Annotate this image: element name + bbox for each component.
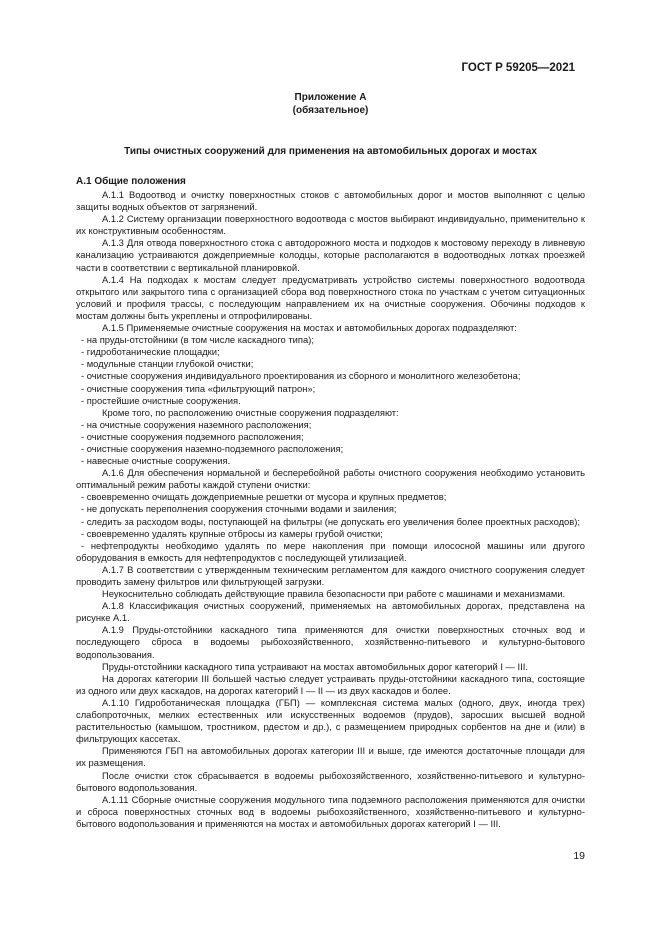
paragraph: А.1.4 На подходах к мостам следует предусматривать устройство системы поверхностного водоотвода открытого или закрытого типа с организацией сбора вод поверхностного стока по участкам с учетом ситуационных условий и профиля трассы, с последующим направлением их на очистные сооружения. Обочины подходов к мостам должны быть укреплены и отпрофилированы.: [76, 273, 585, 321]
list-item: - нефтепродукты необходимо удалять по мере накопления при помощи илососной машины или другого оборудования в емкость для нефтепродуктов с последующей утилизацией.: [76, 539, 585, 563]
paragraph: Применяются ГБП на автомобильных дорогах категории III и выше, где имеются достаточные площади для их размещения.: [76, 745, 585, 769]
section-title: Типы очистных сооружений для применения на автомобильных дорогах и мостах: [124, 146, 537, 157]
list-item: - на пруды-отстойники (в том числе каскадного типа);: [81, 334, 314, 346]
paragraph: Кроме того, по расположению очистные сооружения подразделяют:: [102, 406, 399, 418]
list-item: - следить за расходом воды, поступающей на фильтры (не допускать его увеличения более проектных расходов);: [81, 515, 580, 527]
paragraph: А.1.2 Систему организации поверхностного водоотвода с мостов выбирают индивидуально, применительно к их конструктивным особенностям.: [76, 213, 585, 237]
list-item: - очистные сооружения наземно-подземного расположения;: [81, 442, 344, 454]
paragraph: После очистки сток сбрасывается в водоемы рыбохозяйственного, хозяйственно-питьевого и культурно-бытового водопользования.: [76, 769, 585, 793]
list-item: - навесные очистные сооружения.: [81, 455, 231, 467]
page-number: 19: [573, 850, 585, 862]
paragraph: Неукоснительно соблюдать действующие правила безопасности при работе с машинами и механизмами.: [102, 588, 566, 600]
paragraph: А.1.9 Пруды-отстойники каскадного типа применяются для очистки поверхностных сточных вод и последующего сброса в водоемы рыбохозяйственного, хозяйственно-питьевого и культурно-бытового водопользования.: [76, 624, 585, 660]
paragraph: А.1.11 Сборные очистные сооружения модульного типа подземного расположения применяются для очистки и сброса поверхностных сточных вод в водоемы рыбохозяйственного, хозяйственно-питьевого и культурно-бытового водопользования и применяются на мостах и автомобильных дорогах категорий I — III.: [76, 793, 585, 829]
list-item: - очистные сооружения индивидуального проектирования из сборного и монолитного железобетона;: [81, 370, 521, 382]
paragraph: А.1.8 Классификация очистных сооружений, применяемых на автомобильных дорогах, представлена на рисунке А.1.: [76, 600, 585, 624]
appendix-heading: [0, 91, 661, 117]
list-item: - не допускать переполнения сооружения сточными водами и заиления;: [81, 503, 397, 515]
standard-number: ГОСТ Р 59205—2021: [461, 62, 575, 74]
paragraph: Пруды-отстойники каскадного типа устраивают на мостах автомобильных дорог категорий I — III.: [102, 660, 528, 672]
list-item: - своевременно очищать дождеприемные решетки от мусора и крупных предметов;: [81, 491, 447, 503]
paragraph: А.1.1 Водоотвод и очистку поверхностных стоков с автомобильных дорог и мостов выполняют с целью защиты водных объектов от загрязнений.: [76, 189, 585, 213]
list-item: - модульные станции глубокой очистки;: [81, 358, 254, 370]
document-body: [76, 189, 585, 830]
appendix-status: (обязательное): [292, 105, 369, 116]
paragraph: А.1.7 В соответствии с утвержденным техническим регламентом для каждого очистного сооружения следует проводить замену фильтров или фильтрующей загрузки.: [76, 563, 585, 587]
paragraph: На дорогах категории III большей частью следует устраивать пруды-отстойники каскадного типа, состоящие из одного или двух каскадов, на дорогах категорий I — II — из двух каскадов и более.: [76, 672, 585, 696]
list-item: - очистные сооружения подземного расположения;: [81, 430, 304, 442]
list-item: - простейшие очистные сооружения.: [81, 394, 241, 406]
list-item: - гидроботанические площадки;: [81, 346, 220, 358]
list-item: - на очистные сооружения наземного расположения;: [81, 418, 312, 430]
paragraph: А.1.6 Для обеспечения нормальной и бесперебойной работы очистного сооружения необходимо установить оптимальный режим работы каждой ступени очистки:: [76, 467, 585, 491]
subsection-title: А.1 Общие положения: [76, 176, 186, 187]
appendix-title: Приложение А: [294, 92, 367, 103]
paragraph: А.1.3 Для отвода поверхностного стока с автодорожного моста и подходов к мостовому переходу в ливневую канализацию устраиваются дождеприемные колодцы, которые располагаются в водоотводных лотках проезжей части в соответствии с вертикальной планировкой.: [76, 237, 585, 273]
paragraph: А.1.5 Применяемые очистные сооружения на мостах и автомобильных дорогах подразделяют:: [102, 322, 517, 334]
paragraph: А.1.10 Гидроботаническая площадка (ГБП) — комплексная система малых (одного, двух, иногда трех) слабопроточных, мелких естественных или искусственных водоемов (прудов), заросших высшей водной растительностью (камышом, тростником, рдестом и др.), с размещением природных сорбентов на дне и (или) в фильтрующих кассетах.: [76, 696, 585, 745]
list-item: - очистные сооружения типа «фильтрующий патрон»;: [81, 382, 316, 394]
list-item: - своевременно удалять крупные отбросы из камеры грубой очистки;: [81, 527, 383, 539]
